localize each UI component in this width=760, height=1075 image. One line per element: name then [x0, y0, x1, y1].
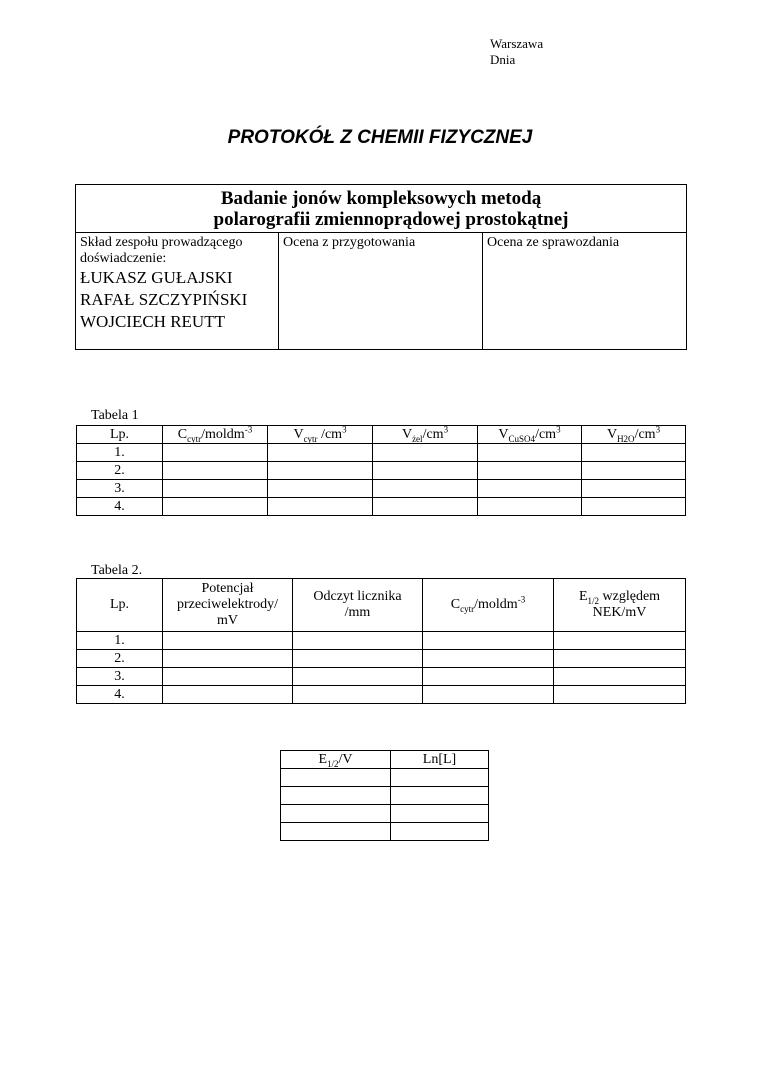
data-cell[interactable]	[554, 668, 686, 686]
team-label-line-1: Skład zespołu prowadzącego	[80, 235, 243, 250]
data-cell[interactable]	[163, 632, 293, 650]
table1	[76, 425, 686, 516]
team-member: RAFAŁ SZCZYPIŃSKI	[80, 290, 248, 309]
table-row	[281, 805, 489, 823]
team-label-line-2: doświadczenie:	[80, 251, 167, 266]
data-cell[interactable]	[163, 686, 293, 704]
table2-header-reading: Odczyt licznika /mm	[293, 579, 423, 632]
data-cell[interactable]	[423, 632, 554, 650]
data-cell[interactable]	[582, 462, 686, 480]
row-number: 2.	[77, 462, 163, 480]
data-cell[interactable]	[373, 480, 478, 498]
team-cell	[76, 233, 279, 350]
table1-header-row	[77, 426, 686, 444]
table-row	[281, 787, 489, 805]
table1-header-lp: Lp.	[77, 426, 163, 444]
table1-caption: Tabela 1	[91, 408, 139, 423]
table2-header-lp: Lp.	[77, 579, 163, 632]
table1-header-v-zel: $V_{żel}/cm^3$	[373, 426, 478, 444]
data-cell[interactable]	[391, 823, 489, 841]
data-cell[interactable]	[478, 498, 582, 516]
data-cell[interactable]	[268, 480, 373, 498]
table-row	[77, 686, 686, 704]
table-row	[281, 823, 489, 841]
data-cell[interactable]	[391, 787, 489, 805]
row-number: 4.	[77, 498, 163, 516]
data-cell[interactable]	[582, 498, 686, 516]
data-cell[interactable]	[582, 480, 686, 498]
topic-line-1: Badanie jonów kompleksowych metodą	[220, 188, 542, 209]
data-cell[interactable]	[391, 805, 489, 823]
data-cell[interactable]	[554, 632, 686, 650]
table-row	[77, 650, 686, 668]
data-cell[interactable]	[554, 650, 686, 668]
table2-header-e-half: $E_{1/2}$ względem NEK/mV	[554, 579, 686, 632]
data-cell[interactable]	[268, 498, 373, 516]
data-cell[interactable]	[268, 444, 373, 462]
row-number: 3.	[77, 480, 163, 498]
table-row	[77, 498, 686, 516]
data-cell[interactable]	[293, 668, 423, 686]
data-cell[interactable]	[163, 498, 268, 516]
grade-preparation-cell[interactable]	[279, 233, 483, 350]
table2-caption: Tabela 2.	[91, 563, 143, 578]
table1-header-v-cuso4: $V_{CuSO4}/cm^3$	[478, 426, 582, 444]
topic-table	[75, 184, 687, 350]
place-label: Warszawa	[490, 36, 544, 51]
table-row	[281, 769, 489, 787]
table3-header-row	[281, 751, 489, 769]
grade-report-cell[interactable]	[483, 233, 687, 350]
data-cell[interactable]	[423, 668, 554, 686]
table2-header-row	[77, 579, 686, 632]
data-cell[interactable]	[423, 650, 554, 668]
grade-preparation-label: Ocena z przygotowania	[283, 235, 416, 250]
data-cell[interactable]	[391, 769, 489, 787]
row-number: 1.	[77, 632, 163, 650]
row-number: 1.	[77, 444, 163, 462]
data-cell[interactable]	[268, 462, 373, 480]
table3	[280, 750, 489, 841]
table1-header-c-cytr: $C_{cytr}/moldm^{-3}$	[163, 426, 268, 444]
data-cell[interactable]	[554, 686, 686, 704]
data-cell[interactable]	[373, 462, 478, 480]
table2-header-potential: Potencjał przeciwelektrody/ mV	[163, 579, 293, 632]
data-cell[interactable]	[281, 769, 391, 787]
data-cell[interactable]	[478, 462, 582, 480]
data-cell[interactable]	[281, 787, 391, 805]
table1-header-v-h2o: $V_{H2O}/cm^3$	[582, 426, 686, 444]
row-number: 2.	[77, 650, 163, 668]
page-title: PROTOKÓŁ Z CHEMII FIZYCZNEJ	[227, 127, 533, 148]
data-cell[interactable]	[373, 498, 478, 516]
table2-header-c-cytr: $C_{cytr}/moldm^{-3}$	[423, 579, 554, 632]
table3-header-ln: Ln[L]	[391, 751, 489, 769]
table3-header-e-half: $E_{1/2}/V$	[281, 751, 391, 769]
team-member: ŁUKASZ GUŁAJSKI	[80, 268, 233, 287]
data-cell[interactable]	[163, 444, 268, 462]
data-cell[interactable]	[163, 480, 268, 498]
team-member: WOJCIECH REUTT	[80, 312, 225, 331]
data-cell[interactable]	[478, 444, 582, 462]
data-cell[interactable]	[293, 650, 423, 668]
data-cell[interactable]	[163, 650, 293, 668]
topic-line-2: polarografii zmiennoprądowej prostokątnej	[213, 209, 569, 230]
data-cell[interactable]	[163, 462, 268, 480]
row-number: 4.	[77, 686, 163, 704]
table-row	[77, 480, 686, 498]
table-row	[77, 668, 686, 686]
table-row	[77, 444, 686, 462]
table-row	[77, 632, 686, 650]
table2	[76, 578, 686, 704]
data-cell[interactable]	[293, 632, 423, 650]
data-cell[interactable]	[582, 444, 686, 462]
data-cell[interactable]	[423, 686, 554, 704]
topic-cell	[76, 185, 687, 233]
data-cell[interactable]	[163, 668, 293, 686]
grade-report-label: Ocena ze sprawozdania	[487, 235, 620, 250]
table1-header-v-cytr: $V_{cytr}$ $/cm^3$	[268, 426, 373, 444]
data-cell[interactable]	[281, 823, 391, 841]
data-cell[interactable]	[281, 805, 391, 823]
data-cell[interactable]	[293, 686, 423, 704]
row-number: 3.	[77, 668, 163, 686]
data-cell[interactable]	[478, 480, 582, 498]
table-row	[77, 462, 686, 480]
data-cell[interactable]	[373, 444, 478, 462]
date-label: Dnia	[490, 52, 516, 67]
